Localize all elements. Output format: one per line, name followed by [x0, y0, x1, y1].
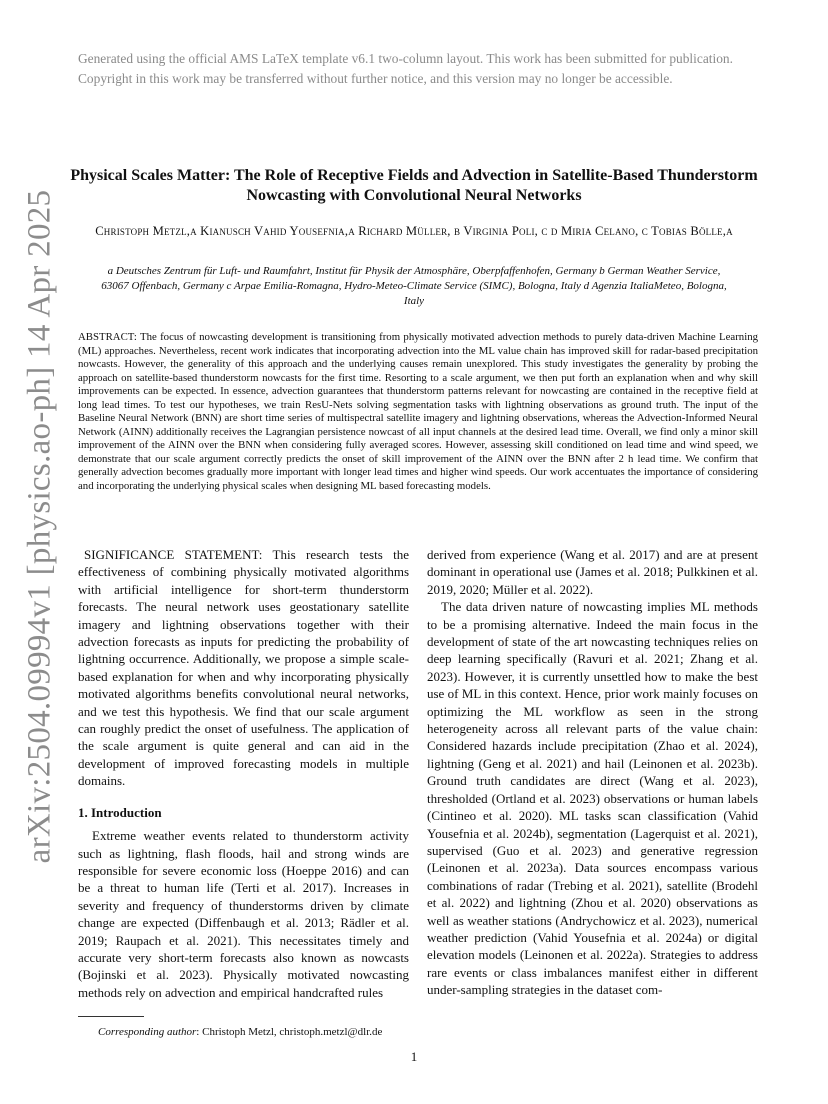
- intro-paragraph-1-continued: derived from experience (Wang et al. 2017) and are at present dominant in operational use (James et al. 2018; Pulkkinen et al. 2019, 2020; Müller et al. 2022).: [427, 547, 758, 597]
- corresponding-author-contact: : Christoph Metzl, christoph.metzl@dlr.de: [196, 1026, 383, 1038]
- page-number: 1: [410, 1049, 418, 1064]
- abstract: ABSTRACT: The focus of nowcasting development is transitioning from physically motivated advection methods to purely data-driven Machine Learning (ML) approaches. Nevertheless, recent work indicates that incorporating advection into the ML value chain has improved skill for radar-based precipitation nowcasts. However, the generality of this approach and the underlying causes remain unexplored. This study investigates the generality by probing the approach on satellite-based thunderstorm nowcasts for the first time. Resorting to a scale argument, we then put forth an explanation when and why skill improvements can be expected. In essence, advection guarantees that thunderstorm patterns relevant for nowcasting are contained in the receptive field at long lead times. To test our hypotheses, we train ResU-Nets solving segmentation tasks with lightning observations as ground truth. The input of the Baseline Neural Network (BNN) are short time series of multispectral satellite imagery and lightning observations, whereas the Advection-Informed Neural Network (AINN) additionally receives the Lagrangian persistence nowcast of all input channels at the desired lead time. Overall, we find only a minor skill improvement of the AINN over the BNN when considering fully averaged scores. However, assessing skill conditioned on lead time and wind speed, we demonstrate that our scale argument correctly predicts the onset of skill improvement of the AINN over the BNN after 2 h lead time. We confirm that generally advection becomes gradually more important with longer lead times and higher wind speeds. Our work accentuates the importance of considering and incorporating the underlying physical scales when designing ML based forecasting models.: [78, 331, 758, 492]
- left-column: [78, 546, 409, 1001]
- intro-paragraph-2: The data driven nature of nowcasting implies ML methods to be a promising alternative. Indeed the main focus in the development of state of the art nowcasting techniques relies on deep learning specifically (Ravuri et al. 2021; Zhang et al. 2023). However, it is currently unsettled how to make the best use of ML in this context. Hence, prior work mainly focuses on optimizing the ML workflow as seen in the strong heterogeneity across all relevant parts of the value chain: Considered hazards include precipitation (Zhao et al. 2024), lightning (Geng et al. 2021) and hail (Leinonen et al. 2023b). Ground truth candidates are direct (Wang et al. 2023), thresholded (Ortland et al. 2023) observations or human labels (Cintineo et al. 2020). ML tasks scan classification (Vahid Yousefnia et al. 2024b), segmentation (Lagerquist et al. 2021), supervised (Guo et al. 2023) and generative regression (Leinonen et al. 2023a). Data sources encompass various combinations of radar (Trebing et al. 2021), satellite (Brodehl et al. 2022) and lightning (Zhou et al. 2020) observations as well as weather stations (Andrychowicz et al. 2023), numerical weather prediction (Vahid Yousefnia et al. 2024a) or digital elevation models (Leinonen et al. 2022a). Strategies to address rare events or class imbalances manifest either in different under-sampling strategies in the dataset com-: [427, 599, 758, 998]
- section-heading-introduction: 1. Introduction: [78, 804, 162, 820]
- arxiv-identifier-text: arXiv:2504.09994v1 [physics.ao-ph] 14 Apr 2025: [21, 189, 58, 863]
- corresponding-author-footnote: [98, 1025, 718, 1039]
- affiliations: a Deutsches Zentrum für Luft- und Raumfahrt, Institut für Physik der Atmosphäre, Oberpfaffenhofen, Germany b German Weather Service, 63067 Offenbach, Germany c Arpae Emilia-Romagna, Hydro-Meteo-Climate Service (SIMC), Bologna, Italy d Agenzia ItaliaMeteo, Bologna, Italy: [101, 265, 727, 307]
- intro-paragraph-1: Extreme weather events related to thunderstorm activity such as lightning, flash floods, hail and strong winds are responsible for severe economic loss (Hoeppe 2016) and can be a threat to human life (Terti et al. 2017). Increases in severity and frequency of thunderstorms driven by climate change are expected (Diffenbaugh et al. 2013; Rädler et al. 2019; Raupach et al. 2021). This necessitates timely and accurate very short-term forecasts also known as nowcasts (Bojinski et al. 2023). Physically motivated nowcasting methods rely on advection and empirical handcrafted rules: [78, 828, 409, 1000]
- arxiv-identifier-stamp: [10, 189, 70, 863]
- right-column: [427, 546, 758, 999]
- template-notice: Generated using the official AMS LaTeX template v6.1 two-column layout. This work has been submitted for publication. Copyright in this work may be transferred without further notice, and this version may no longer be accessible.: [78, 51, 733, 86]
- corresponding-author-label: Corresponding author: [98, 1026, 197, 1038]
- paper-title: Physical Scales Matter: The Role of Receptive Fields and Advection in Satellite-Based Thunderstorm Nowcasting with Convolutional Neural Networks: [70, 167, 758, 204]
- significance-statement: SIGNIFICANCE STATEMENT: This research tests the effectiveness of combining physically motivated algorithms with artificial intelligence for short-term thunderstorm forecasts. The neural network uses geostationary satellite imagery and lightning observations together with their advection forecasts as inputs for predicting the probability of lightning occurrence. Additionally, we propose a simple scale-based explanation for when and why incorporating physically motivated algorithms benefits convolutional neural networks, and we test this hypothesis. We find that our scale argument can roughly predict the onset of usefulness. The application of the scale argument is quite general and can aid in the development of improved forecasting models in multiple domains.: [78, 547, 409, 789]
- author-list: Christoph Metzl,a Kianusch Vahid Yousefnia,a Richard Müller, b Virginia Poli, c d Miria Celano, c Tobias Bölle,a: [95, 224, 733, 238]
- footnote-divider: [78, 1016, 144, 1017]
